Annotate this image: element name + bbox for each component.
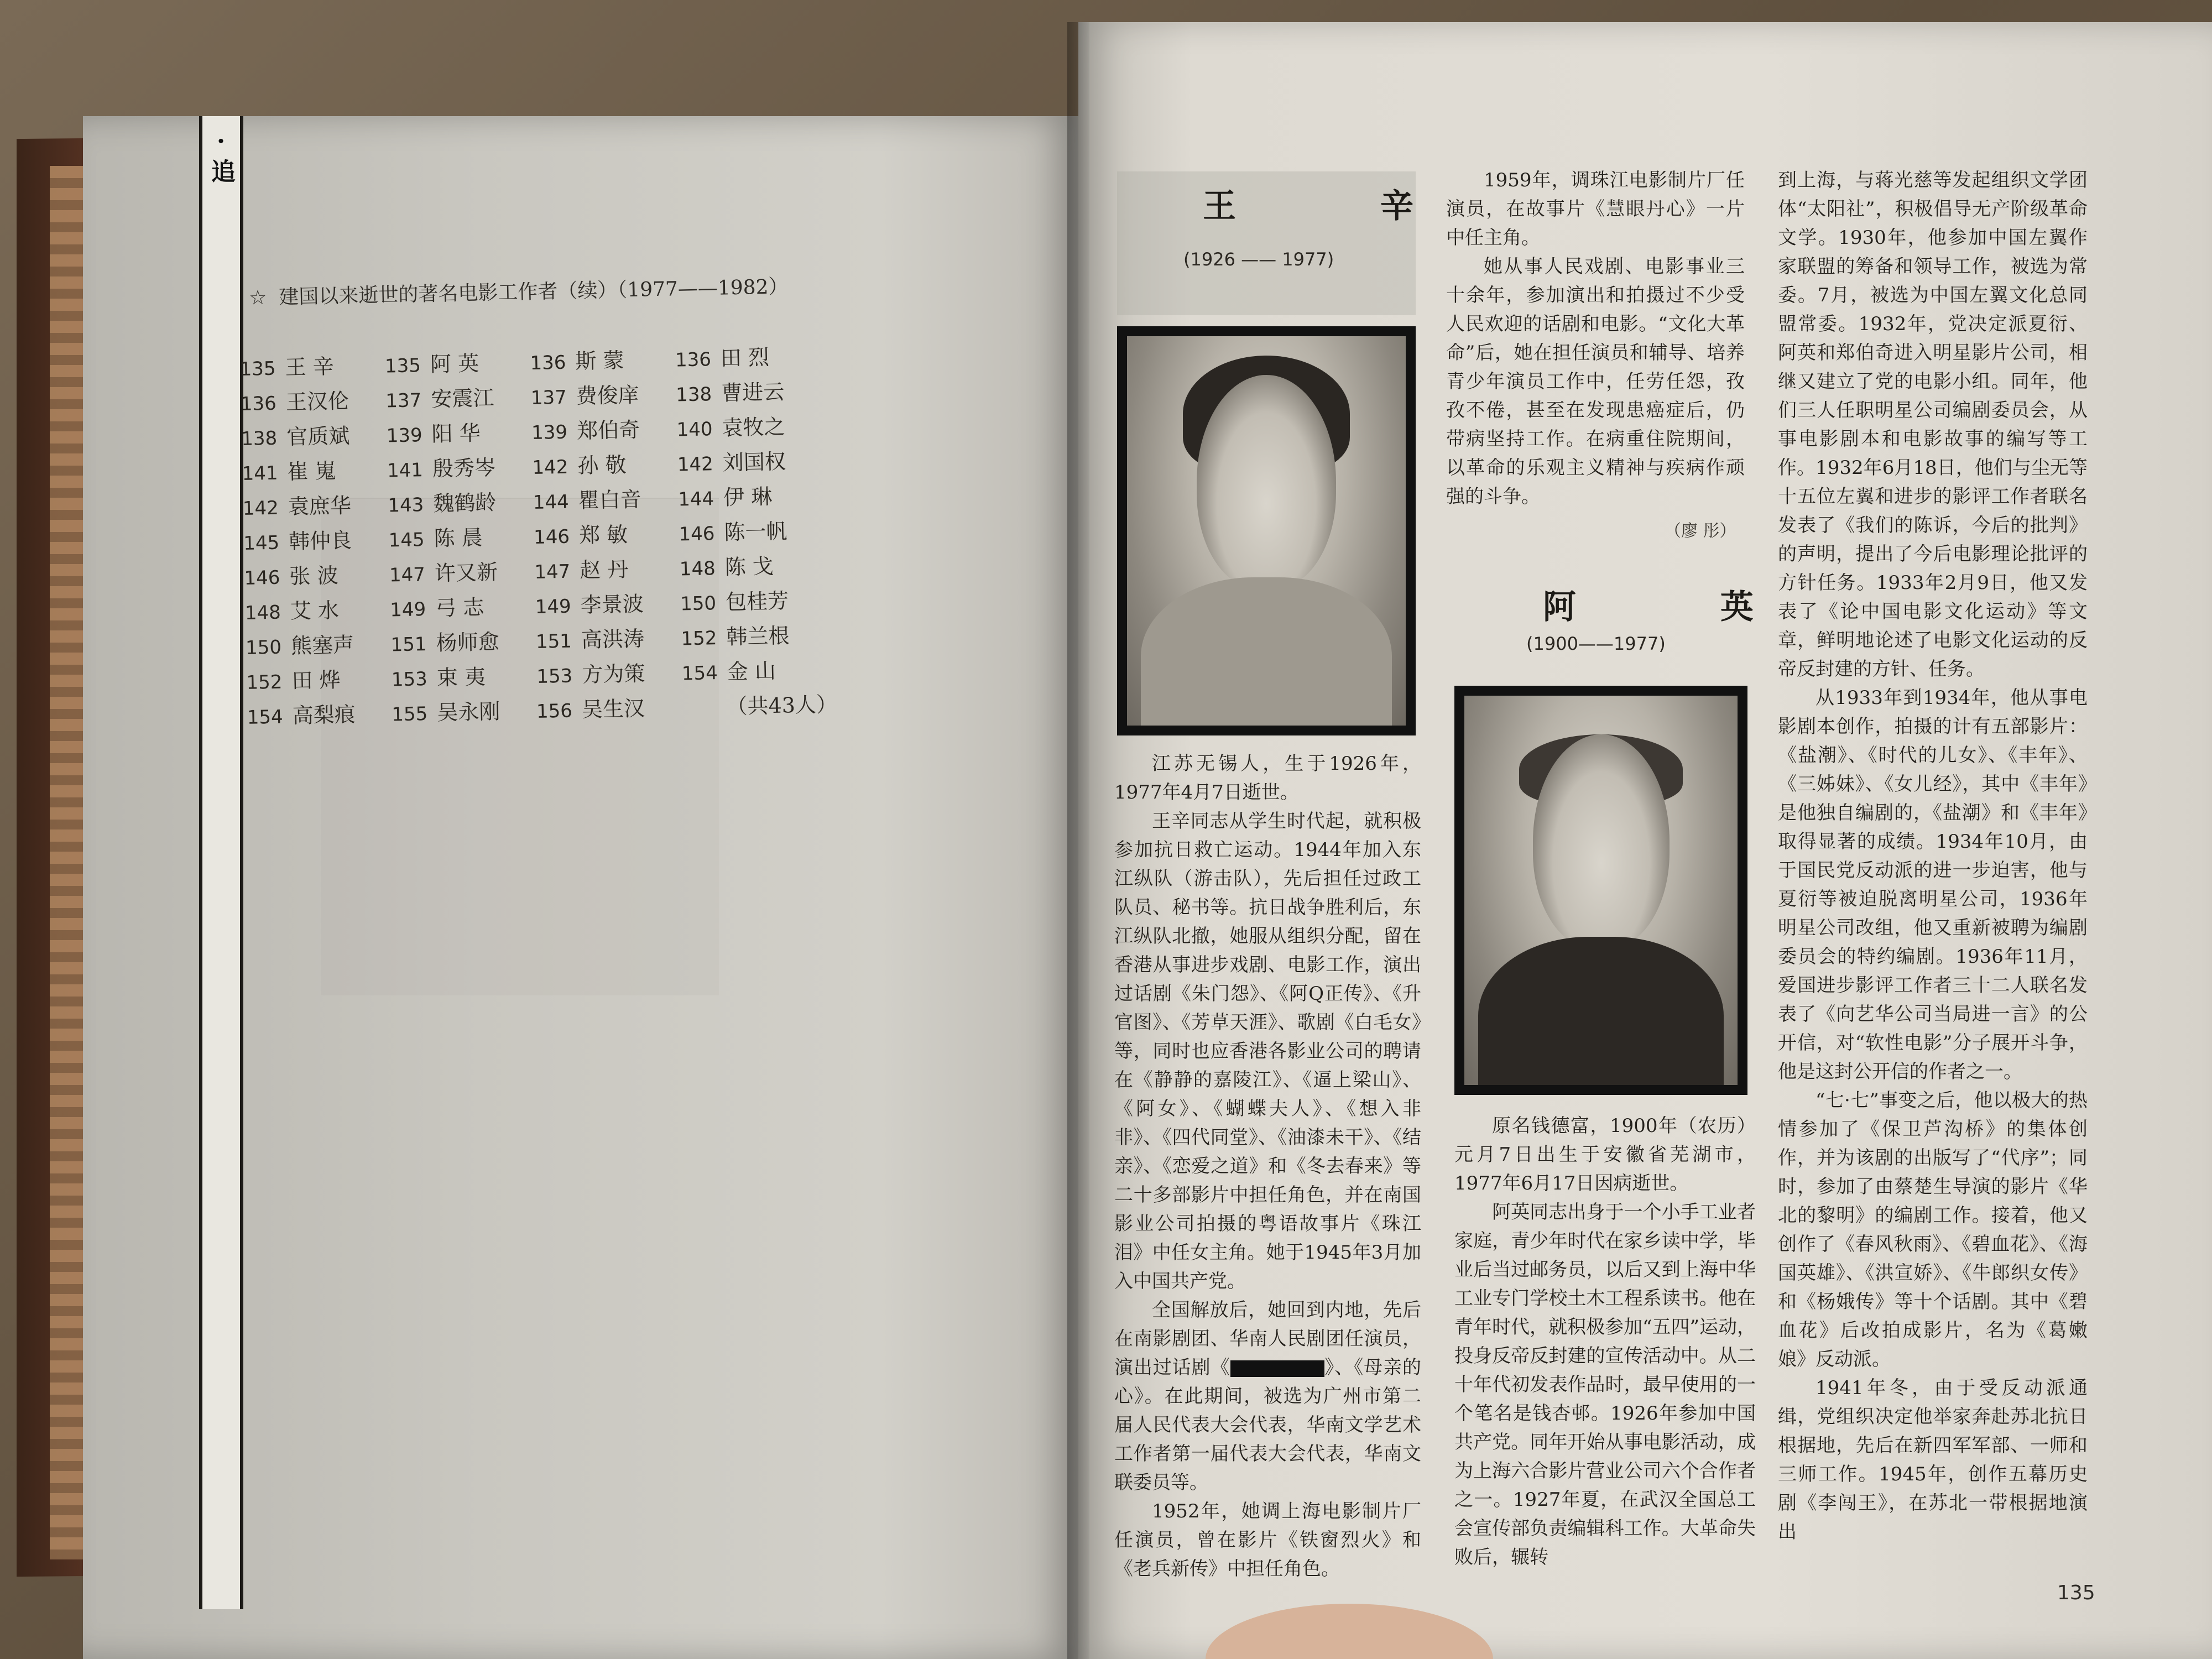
page-ref xyxy=(681,714,727,715)
bio-title-a-ying: 阿 英 xyxy=(1543,588,1820,627)
person-name: 袁牧之 xyxy=(722,414,785,440)
page-ref: 146 xyxy=(679,523,715,546)
page-ref: 143 xyxy=(387,494,424,517)
person-name: 许又新 xyxy=(434,560,498,586)
person-name: 金 山 xyxy=(727,658,776,684)
name-entry xyxy=(535,586,681,619)
person-name: 高梨痕 xyxy=(292,702,356,728)
person-name: 伊 琳 xyxy=(723,484,773,510)
name-entry xyxy=(535,620,681,654)
person-name: 田 烨 xyxy=(291,667,341,693)
page-ref: 152 xyxy=(246,671,283,694)
column-2 xyxy=(1446,166,1745,511)
name-entry xyxy=(390,589,536,622)
name-entry xyxy=(390,624,536,657)
person-name: 王 辛 xyxy=(285,354,335,380)
page-ref: 138 xyxy=(675,383,712,406)
name-entry xyxy=(246,661,392,695)
page-ref: 137 xyxy=(530,386,567,410)
person-name: 殷秀岑 xyxy=(432,455,496,481)
name-entry xyxy=(244,592,390,625)
name-entry xyxy=(245,627,391,660)
page-ref: 153 xyxy=(536,665,573,688)
name-entry xyxy=(678,478,824,512)
page-ref: 145 xyxy=(388,529,425,552)
bio-title-wang-xin: 王 辛 xyxy=(1203,187,1480,226)
attribution: （廖 彤） xyxy=(1665,521,1736,541)
name-entry xyxy=(391,659,537,692)
person-name: 弓 志 xyxy=(435,594,484,620)
name-entry xyxy=(239,348,385,382)
page-ref: 152 xyxy=(681,627,717,650)
portrait-photo xyxy=(1127,336,1406,726)
name-entry xyxy=(530,377,676,410)
name-entry xyxy=(384,345,530,378)
name-entry xyxy=(675,339,821,372)
name-entry xyxy=(531,412,677,445)
page-ref: 136 xyxy=(530,351,566,375)
page-ref: 142 xyxy=(532,456,568,479)
page-ref: 151 xyxy=(390,633,427,656)
name-entry xyxy=(244,557,390,590)
page-ref: 135 xyxy=(384,354,421,378)
page-ref: 136 xyxy=(675,348,712,372)
page-ref: 144 xyxy=(677,488,714,511)
paragraph: 1959年，调珠江电影制片厂任演员，在故事片《慧眼丹心》一片中任主角。 xyxy=(1446,169,1745,249)
name-entry xyxy=(389,554,535,587)
name-entry xyxy=(533,482,679,515)
person-name: 张 波 xyxy=(289,563,339,589)
name-entry xyxy=(681,687,838,721)
page-ref: 156 xyxy=(536,700,573,723)
name-entry xyxy=(388,519,534,552)
page-ref: 154 xyxy=(247,706,284,729)
name-entry xyxy=(392,693,537,727)
page-ref: 135 xyxy=(239,357,276,381)
name-entry xyxy=(681,653,827,686)
name-entry xyxy=(534,551,680,584)
person-name: 束 夷 xyxy=(436,664,486,690)
paragraph: “七·七”事变之后，他以极大的热情参加了《保卫芦沟桥》的集体创作，并为该剧的出版写了“代序”；同时，参加了由蔡楚生导演的影片《华北的黎明》的编剧工作。接着，他又创作了《春风秋雨》、《碧血花》、《海国英雄》、《洪宣娇》、《牛郎织女传》和《杨娥传》等十个话剧。其中《碧血花》后改拍成影片，名为《葛嫩娘》反动派。 xyxy=(1778,1089,2088,1370)
person-name: 阿 英 xyxy=(430,351,479,377)
page-ref: 149 xyxy=(389,598,426,622)
name-entry xyxy=(676,374,822,407)
person-name: 崔 嵬 xyxy=(287,458,337,484)
column-1 xyxy=(1114,749,1421,1583)
page-ref: 141 xyxy=(242,462,278,486)
name-entry xyxy=(681,618,827,651)
page-ref: 145 xyxy=(243,531,280,555)
name-index-grid xyxy=(239,337,838,732)
name-entry xyxy=(679,548,825,581)
person-name: 包桂芳 xyxy=(725,588,789,614)
paragraph: 原名钱德富，1900年（农历）元月7日出生于安徽省芜湖市，1977年6月17日因病逝世。 xyxy=(1454,1115,1756,1194)
person-name: 吴永刚 xyxy=(436,699,500,725)
name-entry xyxy=(242,453,388,486)
page-ref: 154 xyxy=(681,662,718,685)
person-name: 陈 晨 xyxy=(434,525,483,551)
name-entry xyxy=(536,655,682,688)
page-ref: 140 xyxy=(676,418,713,441)
person-name: 艾 水 xyxy=(290,598,340,624)
paragraph: 从1933年到1934年，他从事电影剧本创作，拍摄的计有五部影片：《盐潮》、《时代的儿女》、《丰年》、《三姊妹》、《女儿经》，其中《丰年》是他独自编剧的，《盐潮》和《丰年》取得显著的成绩。1934年10月，由于国民党反动派的进一步迫害，他与夏衍等被迫脱离明星公司，1936年明星公司改组，他又重新被聘为编剧委员会的特约编剧。1936年11月，爱国进步影评工作者三十二人联名发表了《向艺华公司当局进一言》的公开信，对“软性电影”分子展开斗争，他是这封公开信的作者之一。 xyxy=(1778,687,2088,1083)
page-ref: 146 xyxy=(533,525,570,549)
page-ref: 150 xyxy=(245,636,282,659)
page-ref: 149 xyxy=(535,595,572,618)
name-entry xyxy=(247,696,392,729)
name-entry xyxy=(242,488,388,521)
name-entry xyxy=(387,450,533,483)
name-entry xyxy=(533,517,679,550)
person-name: 安震江 xyxy=(430,385,494,411)
name-entry xyxy=(677,444,823,477)
person-name: 方为策 xyxy=(581,661,645,687)
portrait-a-ying xyxy=(1454,686,1747,1095)
page-ref: 137 xyxy=(385,389,422,413)
person-name: 王汉伦 xyxy=(285,388,349,415)
page-ref: 138 xyxy=(241,427,278,451)
page-ref: 141 xyxy=(387,459,424,482)
page-ref: 147 xyxy=(534,560,571,583)
person-name: 田 烈 xyxy=(720,345,770,371)
person-name: 郑 敏 xyxy=(578,522,628,548)
page-ref: 148 xyxy=(244,601,281,624)
person-name: 曹进云 xyxy=(721,379,785,405)
page-ref: 144 xyxy=(533,491,570,514)
paragraph: 江苏无锡人，生于1926年，1977年4月7日逝世。 xyxy=(1114,753,1421,804)
paragraph: 到上海，与蒋光慈等发起组织文学团体“太阳社”，积极倡导无产阶级革命文学。1930年，他参加中国左翼作家联盟的筹备和领导工作，被选为常委。7月，被选为中国左翼文化总同盟常委。1932年，党决定派夏衍、阿英和郑伯奇进入明星影片公司，相继又建立了党的电影小组。同年，他们三人任职明星公司编剧委员会，从事电影剧本和电影故事的编写等工作。1932年6月18日，他们与尘无等十五位左翼和进步的影评工作者联名发表了《我们的陈诉，今后的批判》的声明，提出了今后电影理论批评的方针任务。1933年2月9日，他又发表了《论中国电影文化运动》等文章，鲜明地论述了电影文化运动的反帝反封建的方针、任务。 xyxy=(1778,169,2088,680)
page-ref: 151 xyxy=(535,630,572,653)
column-2-lower xyxy=(1454,1112,1756,1572)
page-number: 135 xyxy=(2057,1582,2095,1604)
page-ref: 136 xyxy=(240,392,277,416)
page-ref: 142 xyxy=(677,453,714,476)
person-name: （共43人） xyxy=(726,692,838,719)
heading-text: 建国以来逝世的著名电影工作者（续）（1977——1982） xyxy=(279,275,789,309)
name-entry xyxy=(241,418,387,451)
person-name: 韩仲良 xyxy=(288,528,352,554)
person-name: 高洪涛 xyxy=(581,626,645,653)
person-name: 吴生汉 xyxy=(581,696,645,722)
paragraph: 全国解放后，她回到内地，先后在南影剧团、华南人民剧团任演员，演出过话剧《 》、《母亲的心》。在此期间，被选为广州市第二届人民代表大会代表，华南文学艺术工作者第一届代表大会代表，华南文联委员等。 xyxy=(1114,1299,1421,1494)
person-name: 郑伯奇 xyxy=(576,417,640,444)
page-ref: 147 xyxy=(389,564,426,587)
page-ref: 146 xyxy=(244,566,280,589)
running-side-strip xyxy=(199,116,243,1609)
name-entry xyxy=(388,484,534,518)
side-strip-text: ·追 xyxy=(207,127,235,186)
column-3 xyxy=(1778,166,2088,1546)
person-name: 袁庶华 xyxy=(288,493,352,519)
bio-years-wang-xin: (1926 —— 1977) xyxy=(1183,249,1334,270)
name-entry xyxy=(532,447,678,480)
person-name: 李景波 xyxy=(580,591,644,618)
bio-years-a-ying: (1900——1977) xyxy=(1526,633,1666,654)
page-ref: 139 xyxy=(386,424,423,447)
page-ref: 148 xyxy=(679,557,716,581)
person-name: 孙 敬 xyxy=(577,452,627,478)
book-gutter xyxy=(1067,22,1089,1659)
paragraph: 阿英同志出身于一个小手工业者家庭，青少年时代在家乡读中学，毕业后当过邮务员，以后又到上海中华工业专门学校土木工程系读书。他在青年时代，就积极参加“五四”运动，投身反帝反封建的宣传活动中。从二十年代初发表作品时，最早使用的一个笔名是钱杏邨。1926年参加中国共产党。同年开始从事电影活动，成为上海六合影片营业公司六个合作者之一。1927年夏，在武汉全国总工会宣传部负责编辑科工作。大革命失败后，辗转 xyxy=(1454,1201,1756,1568)
person-name: 赵 丹 xyxy=(579,557,629,583)
portrait-wang-xin xyxy=(1117,326,1416,735)
person-name: 陈 戈 xyxy=(724,554,774,580)
name-entry xyxy=(536,690,681,723)
person-name: 韩兰根 xyxy=(726,623,790,649)
person-name: 费俊庠 xyxy=(576,382,640,409)
person-name: 斯 蒙 xyxy=(575,348,624,374)
name-entry xyxy=(679,513,825,546)
person-name: 刘国权 xyxy=(722,449,786,475)
person-name: 魏鹤龄 xyxy=(432,490,497,516)
person-name: 熊塞声 xyxy=(290,632,354,659)
name-entry xyxy=(385,380,531,413)
page-ref: 155 xyxy=(392,703,428,726)
paragraph: 王辛同志从学生时代起，就积极参加抗日救亡运动。1944年加入东江纵队（游击队），先后担任过政工队员、秘书等。抗日战争胜利后，东江纵队北撤，她服从组织分配，留在香港从事进步戏剧、电影工作，演出过话剧《朱门怨》、《阿Q正传》、《升官图》、《芳草天涯》、歌剧《白毛女》等，同时也应香港各影业公司的聘请在《静静的嘉陵江》、《逼上梁山》、《阿女》、《蝴蝶夫人》、《想入非非》、《四代同堂》、《油漆未干》、《结亲》、《恋爱之道》和《冬去春来》等二十多部影片中担任角色，并在南国影业公司拍摄的粤语故事片《珠江泪》中任女主角。她于1945年3月加入中国共产党。 xyxy=(1114,810,1421,1292)
person-name: 陈一帆 xyxy=(724,519,787,545)
name-entry xyxy=(243,523,389,556)
portrait-photo xyxy=(1464,696,1738,1085)
person-name: 官质斌 xyxy=(286,423,350,450)
paragraph: 1952年，她调上海电影制片厂任演员，曾在影片《铁窗烈火》和《老兵新传》中担任角色。 xyxy=(1114,1500,1421,1580)
page-ref: 153 xyxy=(391,668,428,691)
name-entry xyxy=(386,415,532,448)
paragraph: 1941年冬，由于受反动派通缉，党组织决定他举家奔赴苏北抗日根据地，先后在新四军军部、一师和三师工作。1945年，创作五幕历史剧《李闯王》，在苏北一带根据地演出 xyxy=(1778,1377,2088,1543)
star-icon: ☆ xyxy=(248,286,267,310)
name-entry xyxy=(676,409,822,442)
person-name: 瞿白音 xyxy=(578,487,642,513)
name-entry xyxy=(530,342,676,375)
redaction-bar xyxy=(1230,1360,1324,1377)
page-ref: 150 xyxy=(680,592,717,615)
person-name: 阳 华 xyxy=(431,420,481,446)
page-ref: 142 xyxy=(242,497,279,520)
paragraph: 她从事人民戏剧、电影事业三十余年，参加演出和拍摄过不少受人民欢迎的话剧和电影。“文化大革命”后，她在担任演员和辅导、培养青少年演员工作中，任劳任怨，孜孜不倦，甚至在发现患癌症后，仍带病坚持工作。在病重住院期间，以革命的乐观主义精神与疾病作顽强的斗争。 xyxy=(1446,255,1745,508)
name-entry xyxy=(680,583,826,616)
name-entry xyxy=(240,383,386,416)
person-name: 杨师愈 xyxy=(436,629,500,655)
page-ref: 139 xyxy=(531,421,568,445)
